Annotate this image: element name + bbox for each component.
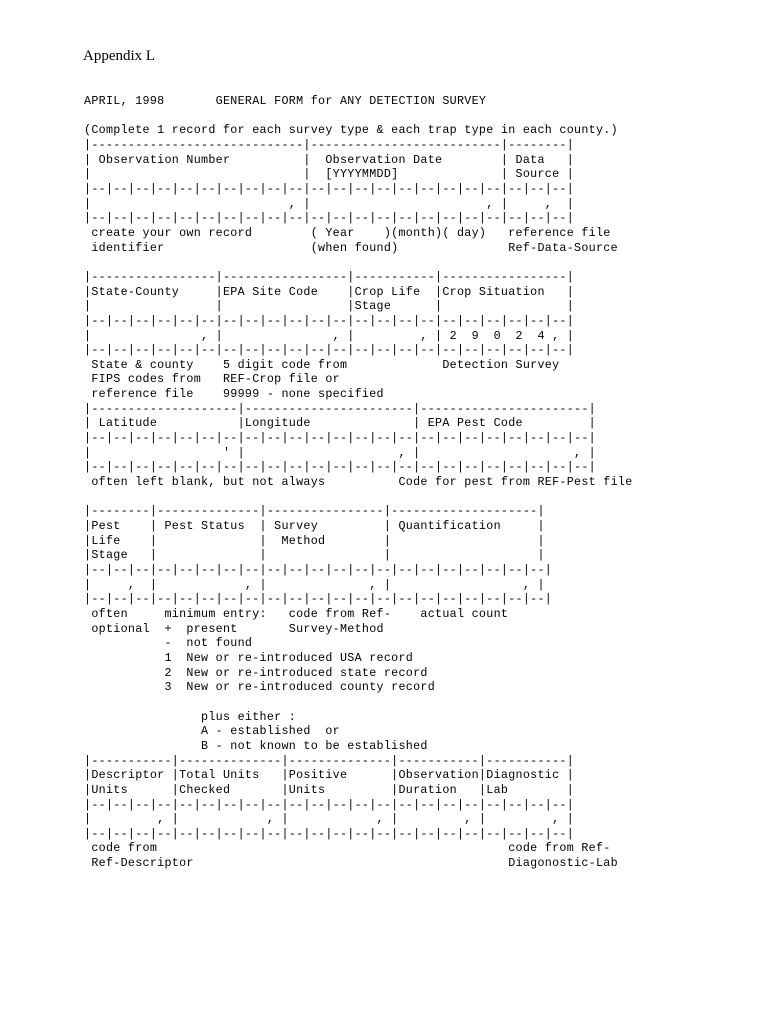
form-line: | | |Stage | | <box>84 299 575 314</box>
form-line: plus either : <box>84 709 297 724</box>
form-line: (Complete 1 record for each survey type & each trap type in each county.) <box>84 123 618 138</box>
form-line: |-----------|--------------|--------------|-----------|-----------| <box>84 753 575 768</box>
form-line: 2 New or re-introduced state record <box>84 665 428 680</box>
form-line: - not found <box>84 636 253 651</box>
form-line: |-----------------|-----------------|-----------|-----------------| <box>84 269 575 284</box>
form-line: |--|--|--|--|--|--|--|--|--|--|--|--|--|--|--|--|--|--|--|--|--| <box>84 563 553 577</box>
form-line: |Descriptor |Total Units |Positive |Observation|Diagnostic | <box>84 768 575 783</box>
form-line: |Units |Checked |Units |Duration |Lab | <box>84 782 575 797</box>
form-line: FIPS codes from REF-Crop file or <box>84 372 340 387</box>
form-line: |--|--|--|--|--|--|--|--|--|--|--|--|--|--|--|--|--|--|--|--|--|--| <box>84 826 575 841</box>
detection-survey-form <box>84 94 633 871</box>
form-line: often left blank, but not always Code for pest from REF-Pest file <box>84 475 633 490</box>
form-line: 1 New or re-introduced USA record <box>84 650 414 665</box>
form-line: |--|--|--|--|--|--|--|--|--|--|--|--|--|--|--|--|--|--|--|--|--|--|--| <box>84 460 596 475</box>
form-line: |--|--|--|--|--|--|--|--|--|--|--|--|--|--|--|--|--|--|--|--|--|--| <box>84 797 575 812</box>
form-line: | Latitude |Longitude | EPA Pest Code | <box>84 416 596 431</box>
form-line: |--|--|--|--|--|--|--|--|--|--|--|--|--|--|--|--|--|--|--|--|--| <box>84 592 553 607</box>
form-line: |--|--|--|--|--|--|--|--|--|--|--|--|--|--|--|--|--|--|--|--|--|--| <box>84 181 575 196</box>
form-line: create your own record ( Year )(month)( day) reference file <box>84 225 611 240</box>
appendix-title: Appendix L <box>83 48 156 64</box>
form-line: |Pest | Pest Status | Survey | Quantification | <box>84 519 545 534</box>
form-line: Ref-Descriptor Diagonostic-Lab <box>84 856 618 871</box>
form-line: reference file 99999 - none specified <box>84 387 384 402</box>
form-line: |-----------------------------|--------------------------|--------| <box>84 137 575 152</box>
form-line: |Stage | | | | <box>84 548 545 563</box>
form-line: | ' | , | , | <box>84 445 596 460</box>
form-line: |--------|--------------|----------------|--------------------| <box>84 504 545 519</box>
form-line: | , | , | , | , | <box>84 577 545 592</box>
form-line: State & county 5 digit code from Detection Survey <box>84 357 560 372</box>
form-line: |State-County |EPA Site Code |Crop Life |Crop Situation | <box>84 284 575 299</box>
form-line: A - established or <box>84 724 340 739</box>
form-line: |--|--|--|--|--|--|--|--|--|--|--|--|--|--|--|--|--|--|--|--|--|--| <box>84 343 575 358</box>
form-line: | , | , | , | 2 9 0 2 4 , | <box>84 328 575 343</box>
form-line: APRIL, 1998 GENERAL FORM for ANY DETECTION SURVEY <box>84 94 487 108</box>
form-line: often minimum entry: code from Ref- actual count <box>84 606 509 621</box>
form-line: | , | , | , | <box>84 196 575 211</box>
form-line: |--|--|--|--|--|--|--|--|--|--|--|--|--|--|--|--|--|--|--|--|--|--| <box>84 211 575 226</box>
form-line: 3 New or re-introduced county record <box>84 680 436 695</box>
form-line: |--|--|--|--|--|--|--|--|--|--|--|--|--|--|--|--|--|--|--|--|--|--| <box>84 313 575 328</box>
form-line: |Life | | Method | | <box>84 533 545 548</box>
form-line: code from code from Ref- <box>84 841 611 856</box>
form-line: |--------------------|-----------------------|-----------------------| <box>84 401 596 416</box>
form-line: | Observation Number | Observation Date | Data | <box>84 152 575 167</box>
form-line: | , | , | , | , | , | <box>84 812 575 827</box>
form-line: optional + present Survey-Method <box>84 621 384 636</box>
form-line: identifier (when found) Ref-Data-Source <box>84 240 618 255</box>
form-line: |--|--|--|--|--|--|--|--|--|--|--|--|--|--|--|--|--|--|--|--|--|--|--| <box>84 431 596 446</box>
form-line: | | [YYYYMMDD] | Source | <box>84 167 575 182</box>
form-line: B - not known to be established <box>84 738 428 753</box>
